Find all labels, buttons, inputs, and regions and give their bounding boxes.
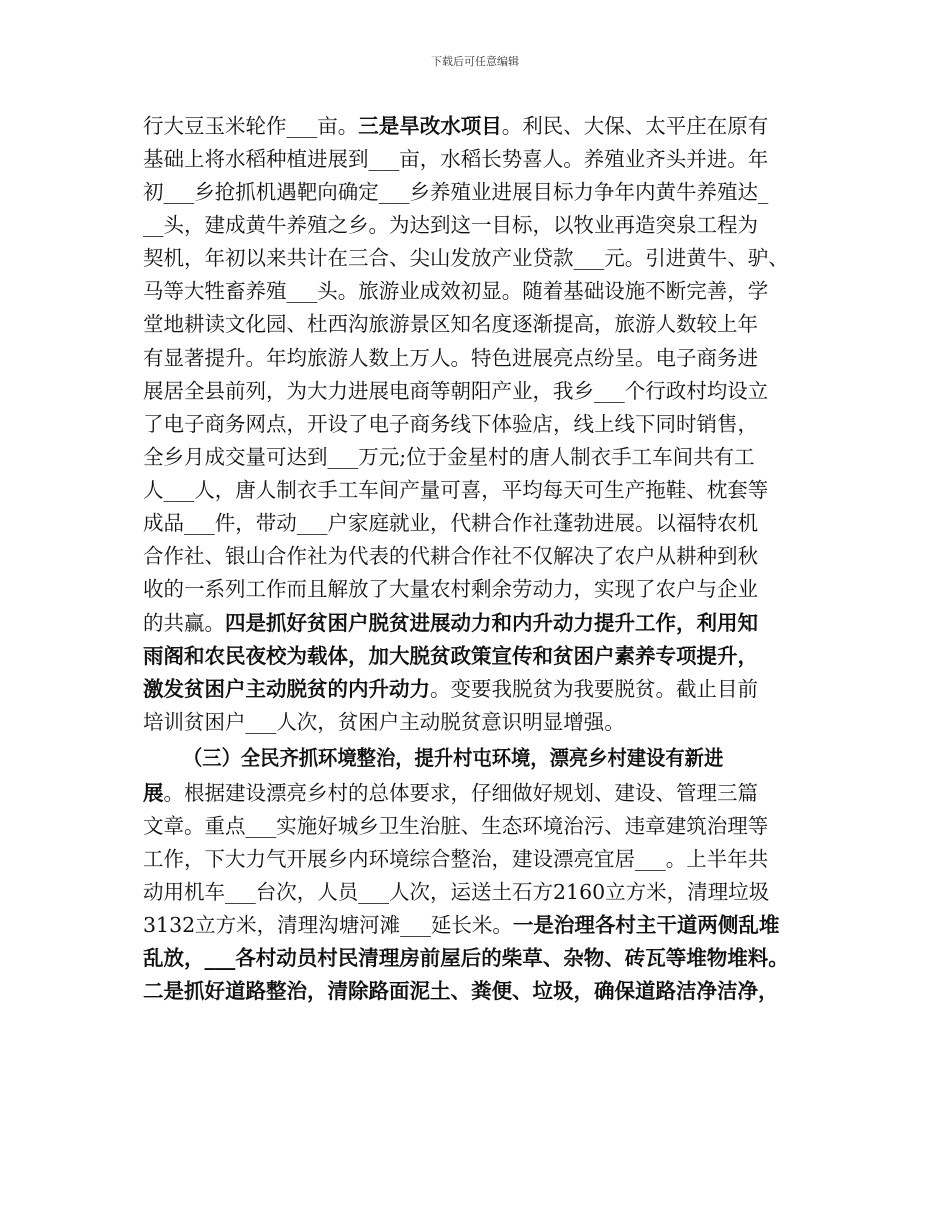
text-run: 展居全县前列，为大力进展电商等朝阳产业，我乡___个行政村均设立 — [143, 379, 769, 403]
text-run: 动用机车___台次，人员___人次，运送土石方2160立方米，清理垃圾 — [143, 880, 770, 904]
bold-text-run: 展 — [143, 781, 164, 805]
text-run: 。根据建设漂亮乡村的总体要求，仔细做好规划、建设、管理三篇 — [163, 781, 758, 805]
text-run: 合作社、银山合作社为代表的代耕合作社不仅解决了农户从耕种到秋 — [143, 544, 758, 568]
text-line — [143, 977, 823, 1005]
text-line — [143, 277, 823, 305]
text-run: __头，建成黄牛养殖之乡。为达到这一目标，以牧业再造突泉工程为 — [143, 213, 758, 237]
text-run: 基础上将水稻种植进展到___亩，水稻长势喜人。养殖业齐头并进。年 — [143, 147, 769, 171]
text-line — [143, 542, 823, 570]
text-line — [143, 708, 823, 736]
bold-text-run: 四是抓好贫困户脱贫进展动力和内升动力提升工作，利用知 — [225, 611, 758, 635]
text-run: 全乡月成交量可达到___万元;位于金星村的唐人制衣手工车间共有工 — [143, 445, 755, 469]
text-run: 堂地耕读文化园、杜西沟旅游景区知名度逐渐提高，旅游人数较上年 — [143, 312, 758, 336]
text-line — [143, 642, 823, 670]
bold-text-run: 乱放，___各村动员村民清理房前屋后的柴草、杂物、砖瓦等堆物堆料。 — [143, 946, 789, 970]
text-line — [143, 575, 823, 603]
text-run: 了电子商务网点，开设了电子商务线下体验店，线上线下同时销售， — [143, 412, 758, 436]
text-line — [143, 509, 823, 537]
text-line — [143, 112, 823, 140]
text-line — [143, 244, 823, 272]
text-line — [143, 410, 823, 438]
bold-text-run: 激发贫困户主动脱贫的内升动力 — [143, 677, 430, 701]
bold-text-run: 二是抓好道路整治，清除路面泥土、粪便、垃圾，确保道路洁净洁净， — [143, 979, 779, 1003]
text-line — [143, 377, 823, 405]
text-run: 初___乡抢抓机遇靶向确定___乡养殖业进展目标力争年内黄牛养殖达_ — [143, 180, 769, 204]
text-run: 成品___件，带动___户家庭就业，代耕合作社蓬勃进展。以福特农机 — [143, 511, 758, 535]
text-line — [143, 178, 823, 206]
text-run: 收的一系列工作而且解放了大量农村剩余劳动力，实现了农户与企业 — [143, 577, 758, 601]
text-line — [143, 609, 823, 637]
text-run: 培训贫困户___人次，贫困户主动脱贫意识明显增强。 — [143, 710, 625, 734]
text-line — [143, 344, 823, 372]
text-run: 文章。重点___实施好城乡卫生治脏、生态环境治污、违章建筑治理等 — [143, 814, 769, 838]
bold-text-run: （三）全民齐抓环境整治，提升村屯环境，漂亮乡村建设有新进 — [183, 746, 724, 770]
text-line — [143, 211, 823, 239]
bold-text-run: 三是旱改水项目 — [358, 114, 502, 138]
text-run: 3132立方米，清理沟塘河滩___延长米。 — [143, 913, 513, 937]
page-header: 下载后可任意编辑 — [431, 55, 519, 68]
text-line — [143, 675, 823, 703]
text-line — [143, 812, 823, 840]
text-run: 人___人，唐人制衣手工车间产量可喜，平均每天可生产拖鞋、枕套等 — [143, 478, 769, 502]
text-run: 有显著提升。年均旅游人数上万人。特色进展亮点纷呈。电子商务进 — [143, 346, 758, 370]
text-line — [143, 779, 823, 807]
bold-text-run: 雨阁和农民夜校为载体，加大脱贫政策宣传和贫困户素养专项提升， — [143, 644, 758, 668]
text-line — [183, 744, 823, 772]
bold-text-run: 一是治理各村主干道两侧乱堆 — [512, 913, 780, 937]
text-run: 马等大牲畜养殖___头。旅游业成效初显。随着基础设施不断完善，学 — [143, 279, 769, 303]
text-line — [143, 310, 823, 338]
text-line — [143, 878, 823, 906]
text-run: 工作，下大力气开展乡内环境综合整治，建设漂亮宜居___。上半年共 — [143, 847, 769, 871]
text-line — [143, 145, 823, 173]
text-run: 契机，年初以来共计在三合、尖山发放产业贷款___元。引进黄牛、驴、 — [143, 246, 789, 270]
text-run: 的共赢。 — [143, 611, 225, 635]
text-line — [143, 476, 823, 504]
text-line — [143, 911, 823, 939]
text-line — [143, 443, 823, 471]
text-line — [143, 944, 823, 972]
text-line — [143, 845, 823, 873]
text-run: 。变要我脱贫为我要脱贫。截止目前 — [430, 677, 758, 701]
text-run: 行大豆玉米轮作___亩。 — [143, 114, 359, 138]
text-run: 。利民、大保、太平庄在原有 — [501, 114, 769, 138]
